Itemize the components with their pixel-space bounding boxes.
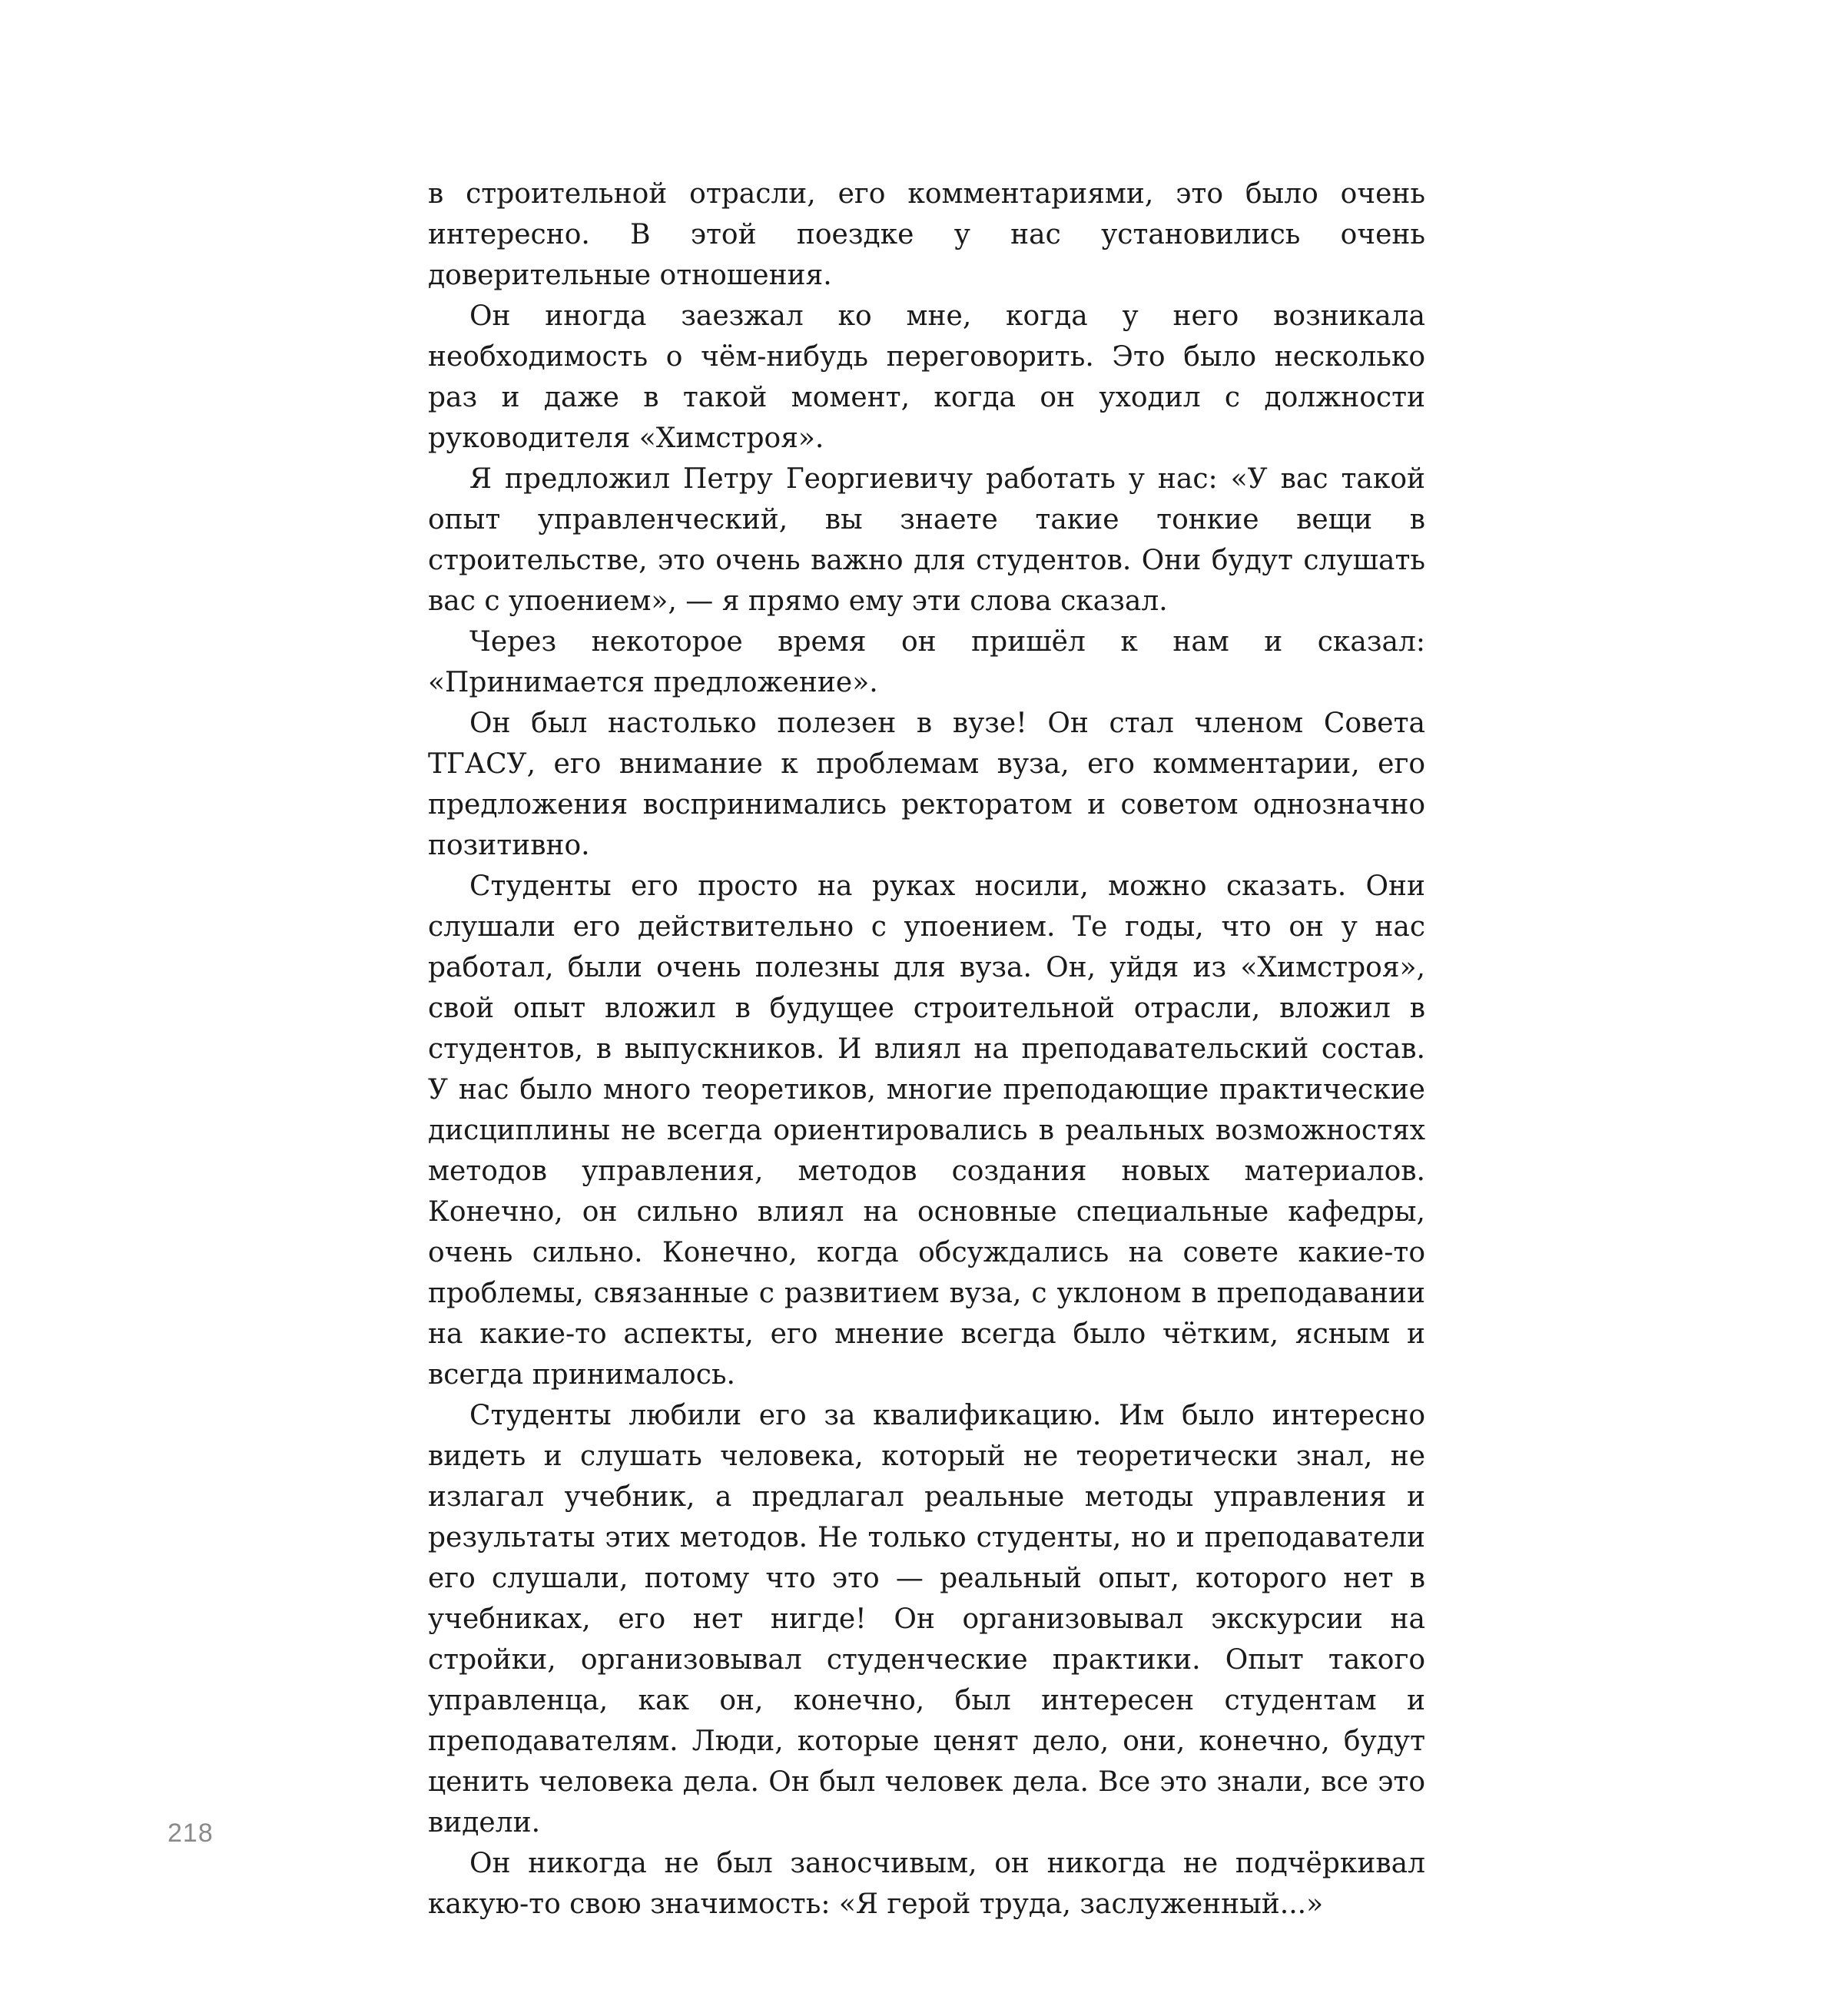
paragraph-6: Студенты его просто на руках носили, можно сказать. Они слушали его действительно с упоением. Те годы, что он у нас работал, были очень полезны для вуза. Он, уйдя из «Химстроя», свой опыт вложил в будущее строительной отрасли, вложил в студентов, в выпускников. И влиял на преподавательский состав. У нас было много теоретиков, многие преподающие практические дисциплины не всегда ориентировались в реальных возможностях методов управления, методов создания новых материалов. Конечно, он сильно влиял на основные специальные кафедры, очень сильно. Конечно, когда обсуждались на совете какие-то проблемы, связанные с развитием вуза, с уклоном в преподавании на какие-то аспекты, его мнение всегда было чётким, ясным и всегда принималось. — [428, 870, 1425, 1391]
paragraph-7: Студенты любили его за квалификацию. Им было интересно видеть и слушать человека, который не теоретически знал, не излагал учебник, а предлагал реальные методы управления и результаты этих методов. Не только студенты, но и преподаватели его слушали, потому что это — реальный опыт, которого нет в учебниках, его нет нигде! Он организовывал экскурсии на стройки, организовывал студенческие практики. Опыт такого управленца, как он, конечно, был интересен студентам и преподавателям. Люди, которые ценят дело, они, конечно, будут ценить человека дела. Он был человек дела. Все это знали, все это видели. — [428, 1400, 1425, 1839]
paragraph-3: Я предложил Петру Георгиевичу работать у нас: «У вас такой опыт управленческий, вы знаете такие тонкие вещи в строительстве, это очень важно для студентов. Они будут слушать вас с упоением», — я прямо ему эти слова сказал. — [428, 463, 1425, 617]
paragraph-2: Он иногда заезжал ко мне, когда у него возникала необходимость о чём-нибудь переговорить. Это было несколько раз и даже в такой момент, когда он уходил с должности руководителя «Химстроя». — [428, 300, 1425, 454]
paragraph-5: Он был настолько полезен в вузе! Он стал членом Совета ТГАСУ, его внимание к проблемам вуза, его комментарии, его предложения воспринимались ректоратом и советом однозначно позитивно. — [428, 708, 1425, 861]
paragraph-4: Через некоторое время он пришёл к нам и сказал: «Принимается предложение». — [428, 626, 1425, 698]
paragraph-1: в строительной отрасли, его комментариями, это было очень интересно. В этой поездке у нас установились очень доверительные отношения. — [428, 178, 1425, 291]
page-number: 218 — [167, 1819, 214, 1848]
paragraph-8: Он никогда не был заносчивым, он никогда не подчёркивал какую-то свою значимость: «Я герой труда, заслуженный...» — [428, 1848, 1425, 1920]
body-text — [428, 174, 1425, 1925]
